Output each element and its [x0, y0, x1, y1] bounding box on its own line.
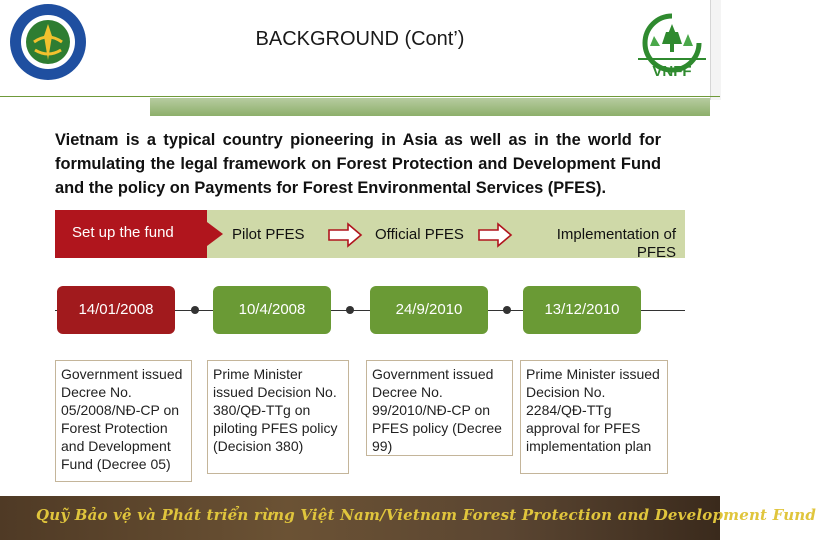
stage-implementation-pfes: Implementation of PFES — [556, 226, 676, 261]
header-divider — [0, 96, 720, 97]
date-badge: 13/12/2010 — [523, 286, 641, 334]
footer-text: Quỹ Bảo vệ và Phát triển rừng Việt Nam/Vietnam Forest Protection and Development Fund — [36, 506, 816, 524]
vnff-logo-text: VNFF — [652, 63, 692, 80]
right-arrow-icon — [478, 223, 512, 247]
stage-highlight-arrow-icon — [207, 222, 223, 246]
slide-title: BACKGROUND (Cont’) — [255, 28, 465, 50]
date-badge: 14/01/2008 — [57, 286, 175, 334]
stage-pilot-pfes: Pilot PFES — [232, 226, 305, 243]
description-box: Government issued Decree No. 99/2010/NĐ-CP on PFES policy (Decree 99) — [366, 360, 513, 456]
intro-paragraph: Vietnam is a typical country pioneering in Asia as well as in the world for formulating the legal framework on Forest Protection and Development Fund and the policy on Payments for Forest Environmental Services (PFES). — [55, 131, 661, 197]
stage-official-pfes: Official PFES — [375, 226, 464, 243]
header-bar — [150, 98, 710, 116]
date-badge: 24/9/2010 — [370, 286, 488, 334]
ministry-logo-icon — [4, 2, 92, 82]
header-side-rule — [710, 0, 721, 100]
description-box: Prime Minister issued Decision No. 2284/QĐ-TTg approval for PFES implementation plan — [520, 360, 668, 474]
vnff-logo-icon — [632, 10, 712, 80]
stage-set-up-fund: Set up the fund — [72, 224, 174, 241]
right-arrow-icon — [328, 223, 362, 247]
timeline-dot — [191, 306, 199, 314]
description-box: Government issued Decree No. 05/2008/NĐ-CP on Forest Protection and Development Fund (Decree 05) — [55, 360, 192, 482]
date-badge: 10/4/2008 — [213, 286, 331, 334]
timeline-dot — [503, 306, 511, 314]
timeline-dot — [346, 306, 354, 314]
description-box: Prime Minister issued Decision No. 380/QĐ-TTg on piloting PFES policy (Decision 380) — [207, 360, 349, 474]
